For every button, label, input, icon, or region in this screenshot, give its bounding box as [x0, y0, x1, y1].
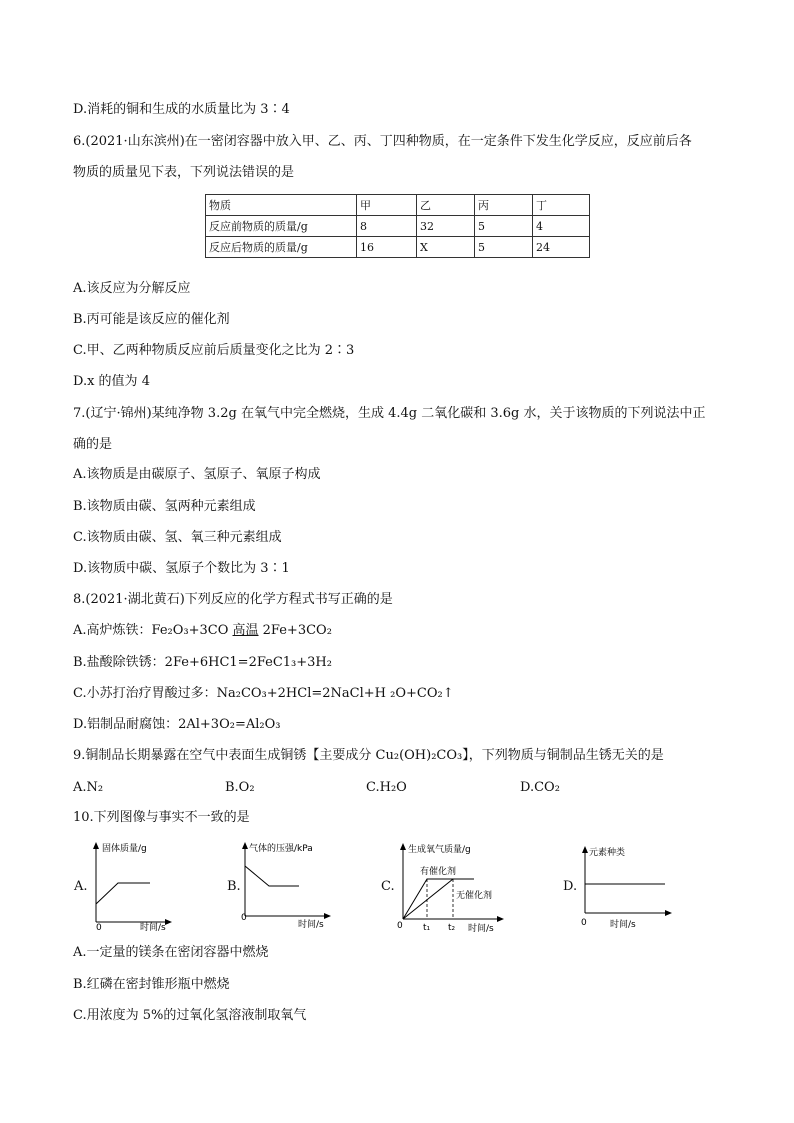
x-axis-arrow	[324, 913, 331, 919]
y-axis-arrow	[582, 846, 588, 853]
y-axis-label: 元素种类	[589, 848, 626, 858]
q8-option-d: D.铝制品耐腐蚀：2Al+3O₂=Al₂O₃	[73, 717, 281, 732]
q10-option-c: C.用浓度为 5%的过氧化氢溶液制取氧气	[73, 1008, 307, 1023]
x-axis-arrow	[165, 919, 172, 925]
table-cell: 丙	[475, 195, 533, 216]
q6-option-a: A.该反应为分解反应	[73, 281, 191, 296]
y-axis-label: 生成氧气质量/g	[408, 845, 471, 855]
q10-stem: 10.下列图像与事实不一致的是	[73, 810, 250, 825]
q8-stem: 8.(2021·湖北黄石)下列反应的化学方程式书写正确的是	[73, 592, 393, 607]
table-cell: 物质	[206, 195, 357, 216]
q8-a-condition: 高温	[232, 623, 259, 638]
q7-option-b: B.该物质由碳、氢两种元素组成	[73, 499, 256, 514]
curve-without-catalyst	[403, 879, 453, 919]
q9-stem: 9.铜制品长期暴露在空气中表面生成铜锈【主要成分 Cu₂(OH)₂CO₃】，下列物质与铜制品生锈无关的是	[73, 748, 664, 763]
q8-option-b: B.盐酸除铁锈：2Fe+6HC1=2FeC1₃+3H₂	[73, 655, 332, 670]
graph-a	[88, 840, 172, 932]
q6-option-b: B.丙可能是该反应的催化剂	[73, 312, 230, 327]
table-cell: 乙	[417, 195, 475, 216]
table-cell: 16	[357, 237, 417, 258]
q9-option-d: D.CO₂	[520, 780, 560, 795]
q9-option-b: B.O₂	[225, 780, 255, 795]
y-axis-label: 固体质量/g	[102, 844, 147, 854]
origin-label: 0	[241, 913, 247, 923]
q8-option-a	[73, 622, 332, 640]
with-catalyst-label: 有催化剂	[420, 867, 457, 877]
x-axis-label: 时间/s	[610, 920, 636, 930]
q9-option-c: C.H₂O	[366, 780, 407, 795]
origin-label: 0	[581, 918, 587, 928]
table-cell: 5	[475, 216, 533, 237]
table-cell: 5	[475, 237, 533, 258]
table-cell: 反应后物质的质量/g	[206, 237, 357, 258]
graph-c-label: C.	[381, 879, 395, 894]
q7-option-a: A.该物质是由碳原子、氢原子、氧原子构成	[73, 467, 321, 482]
table-cell: 甲	[357, 195, 417, 216]
t2-label: t₂	[448, 923, 456, 933]
graph-c	[394, 840, 506, 934]
q5-option-d: D.消耗的铜和生成的水质量比为 3∶4	[73, 102, 290, 117]
q7-option-d: D.该物质中碳、氢原子个数比为 3∶1	[73, 561, 290, 576]
graph-a-label: A.	[74, 879, 88, 894]
q9-options	[73, 780, 733, 798]
table-cell: 4	[533, 216, 590, 237]
table-cell: 24	[533, 237, 590, 258]
y-axis-label: 气体的压强/kPa	[249, 844, 313, 854]
y-axis-arrow	[93, 842, 99, 849]
q6-mass-table	[205, 194, 590, 258]
t1-label: t₁	[423, 923, 431, 933]
x-axis-label: 时间/s	[140, 923, 166, 932]
without-catalyst-label: 无催化剂	[456, 891, 493, 901]
q7-option-c: C.该物质由碳、氢、氧三种元素组成	[73, 530, 282, 545]
q10-option-a: A.一定量的镁条在密闭容器中燃烧	[73, 945, 269, 960]
table-cell: X	[417, 237, 475, 258]
table-cell: 8	[357, 216, 417, 237]
table-cell: 反应前物质的质量/g	[206, 216, 357, 237]
q8-option-c: C.小苏打治疗胃酸过多：Na₂CO₃+2HCl=2NaCl+H ₂O+CO₂↑	[73, 686, 454, 701]
q7-stem-line2: 确的是	[73, 437, 113, 452]
table-cell: 32	[417, 216, 475, 237]
graph-d-label: D.	[563, 879, 578, 894]
y-axis-arrow	[242, 842, 248, 849]
graph-d	[578, 840, 676, 932]
q6-option-c: C.甲、乙两种物质反应前后质量变化之比为 2∶3	[73, 343, 355, 358]
graph-b-label: B.	[227, 879, 241, 894]
x-axis-label: 时间/s	[298, 920, 324, 930]
q8-a-left: A.高炉炼铁：Fe₂O₃+3CO	[73, 623, 233, 638]
curve	[96, 883, 150, 904]
table-row	[206, 216, 590, 237]
q6-option-d: D.x 的值为 4	[73, 374, 150, 389]
origin-label: 0	[96, 923, 102, 932]
curve	[245, 866, 299, 886]
q8-a-right: 2Fe+3CO₂	[258, 623, 332, 638]
table-row	[206, 237, 590, 258]
q6-stem-line1: 6.(2021·山东滨州)在一密闭容器中放入甲、乙、丙、丁四种物质，在一定条件下发生化学反应，反应前后各	[73, 134, 692, 149]
q6-stem-line2: 物质的质量见下表，下列说法错误的是	[73, 165, 295, 180]
y-axis-arrow	[400, 843, 406, 850]
q10-option-b: B.红磷在密封锥形瓶中燃烧	[73, 977, 230, 992]
table-header-row	[206, 195, 590, 216]
table-cell: 丁	[533, 195, 590, 216]
x-axis-arrow	[665, 910, 672, 916]
x-axis-arrow	[497, 916, 504, 922]
q7-stem-line1: 7.(辽宁·锦州)某纯净物 3.2g 在氧气中完全燃烧，生成 4.4g 二氧化碳和 3.6g 水，关于该物质的下列说法中正	[73, 406, 706, 421]
q9-option-a: A.N₂	[73, 780, 104, 795]
origin-label: 0	[397, 921, 403, 931]
x-axis-label: 时间/s	[468, 924, 494, 934]
graph-b	[238, 840, 333, 932]
